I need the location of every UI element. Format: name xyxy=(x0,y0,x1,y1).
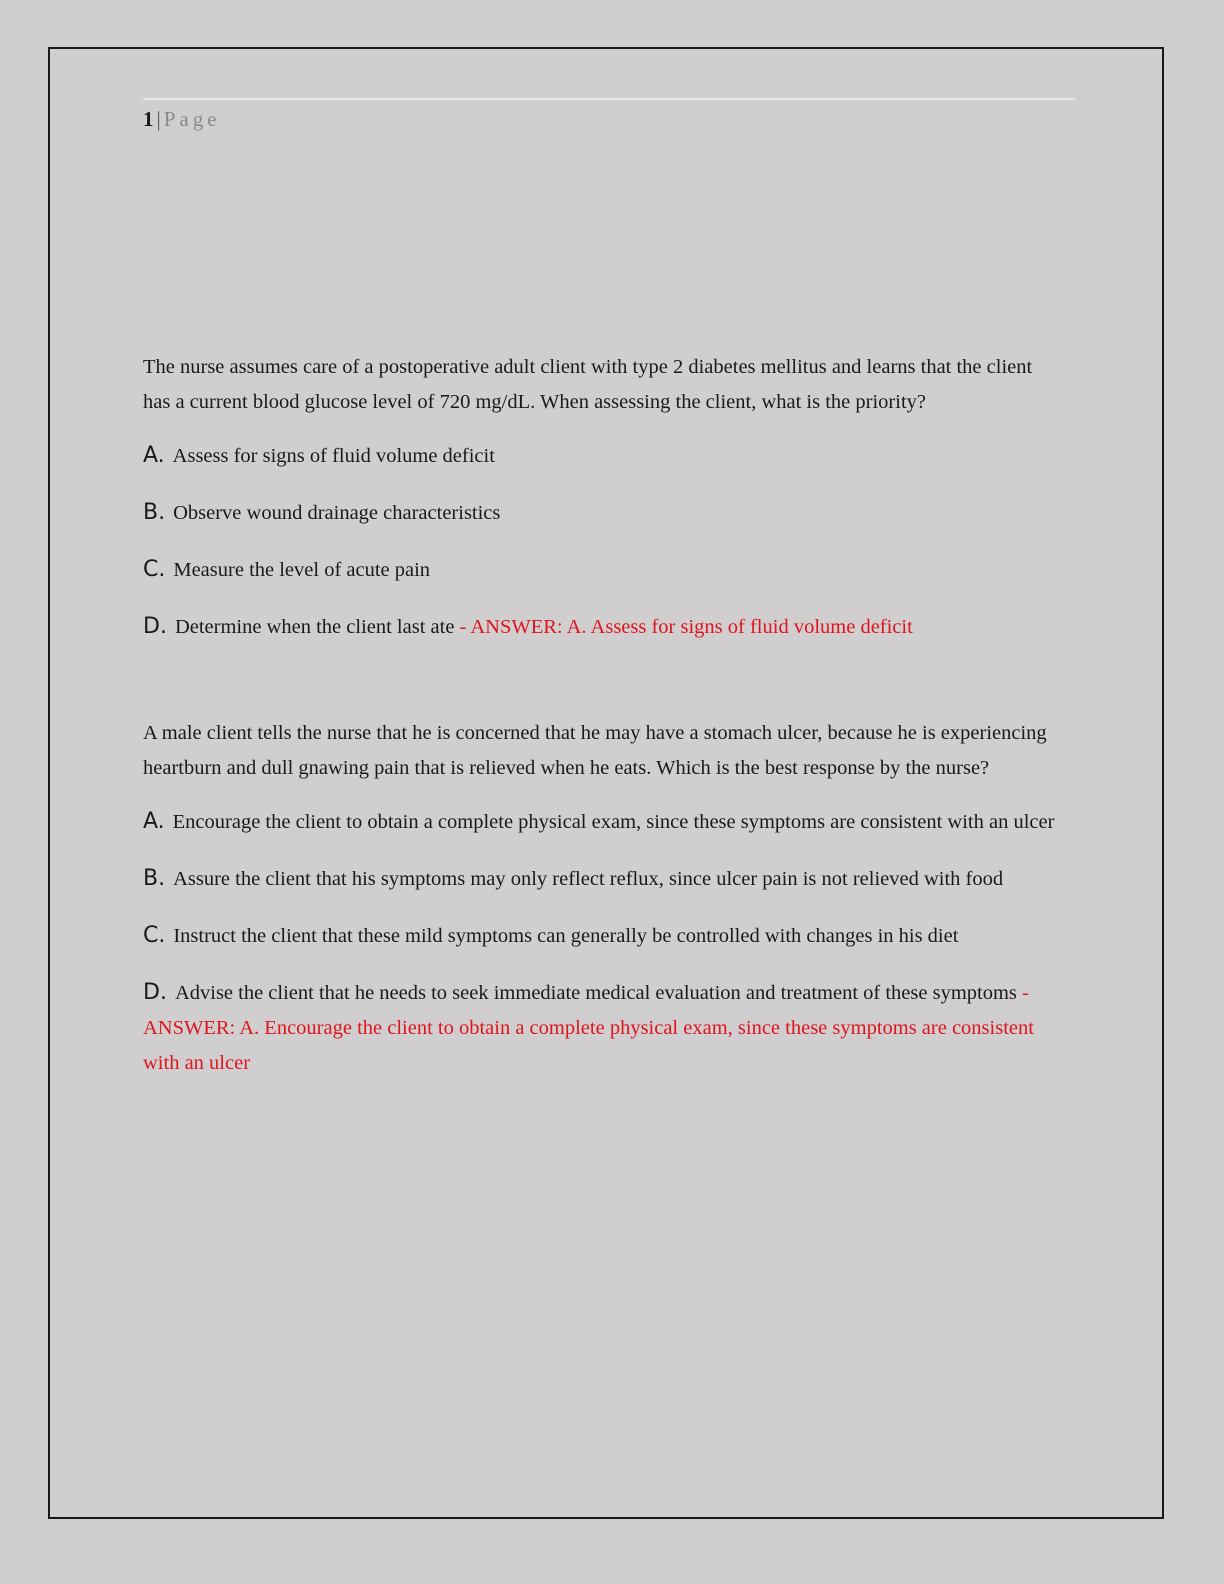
option-text: Determine when the client last ate xyxy=(174,616,455,638)
option-c xyxy=(143,552,1063,588)
option-letter: A. xyxy=(143,443,165,468)
option-text: Observe wound drainage characteristics xyxy=(173,502,501,524)
option-c xyxy=(143,918,1063,954)
option-text: Measure the level of acute pain xyxy=(173,559,431,581)
option-d xyxy=(143,609,1063,645)
option-letter: A. xyxy=(143,809,165,834)
option-letter: B. xyxy=(143,500,166,525)
option-b xyxy=(143,495,1063,531)
answer-text: - ANSWER: A. Assess for signs of fluid volume deficit xyxy=(454,616,913,638)
option-text: Instruct the client that these mild symptoms can generally be controlled with changes in his diet xyxy=(173,925,959,947)
question-block-2 xyxy=(143,716,1063,1081)
page-header xyxy=(143,98,1075,132)
option-text: Encourage the client to obtain a complete physical exam, since these symptoms are consistent with an ulcer xyxy=(172,811,1055,833)
page-separator: | xyxy=(156,107,161,131)
option-letter: D. xyxy=(143,614,167,639)
option-letter: C. xyxy=(143,557,166,582)
option-d xyxy=(143,975,1063,1081)
page-label: Page xyxy=(163,107,221,131)
option-letter: C. xyxy=(143,923,166,948)
question-spacer xyxy=(143,666,1063,716)
option-letter: D. xyxy=(143,980,167,1005)
question-stem: The nurse assumes care of a postoperative adult client with type 2 diabetes mellitus and learns that the client has a current blood glucose level of 720 mg/dL. When assessing the client, what is the priority? xyxy=(143,356,1033,413)
option-text: Assure the client that his symptoms may only reflect reflux, since ulcer pain is not relieved with food xyxy=(173,868,1004,890)
option-text: Advise the client that he needs to seek immediate medical evaluation and treatment of these symptoms xyxy=(174,982,1017,1004)
option-text: Assess for signs of fluid volume deficit xyxy=(172,445,495,467)
option-b xyxy=(143,861,1063,897)
question-stem: A male client tells the nurse that he is concerned that he may have a stomach ulcer, because he is experiencing heartburn and dull gnawing pain that is relieved when he eats. Which is the best response by the nurse? xyxy=(143,722,1047,779)
option-letter: B. xyxy=(143,866,166,891)
option-a xyxy=(143,438,1063,474)
document-body xyxy=(143,350,1063,1102)
option-a xyxy=(143,804,1063,840)
question-block-1 xyxy=(143,350,1063,645)
page-number: 1 xyxy=(143,107,154,131)
answer-text: - ANSWER: A. Encourage the client to obtain a complete physical exam, since these symptoms are consistent with an ulcer xyxy=(143,982,1034,1074)
